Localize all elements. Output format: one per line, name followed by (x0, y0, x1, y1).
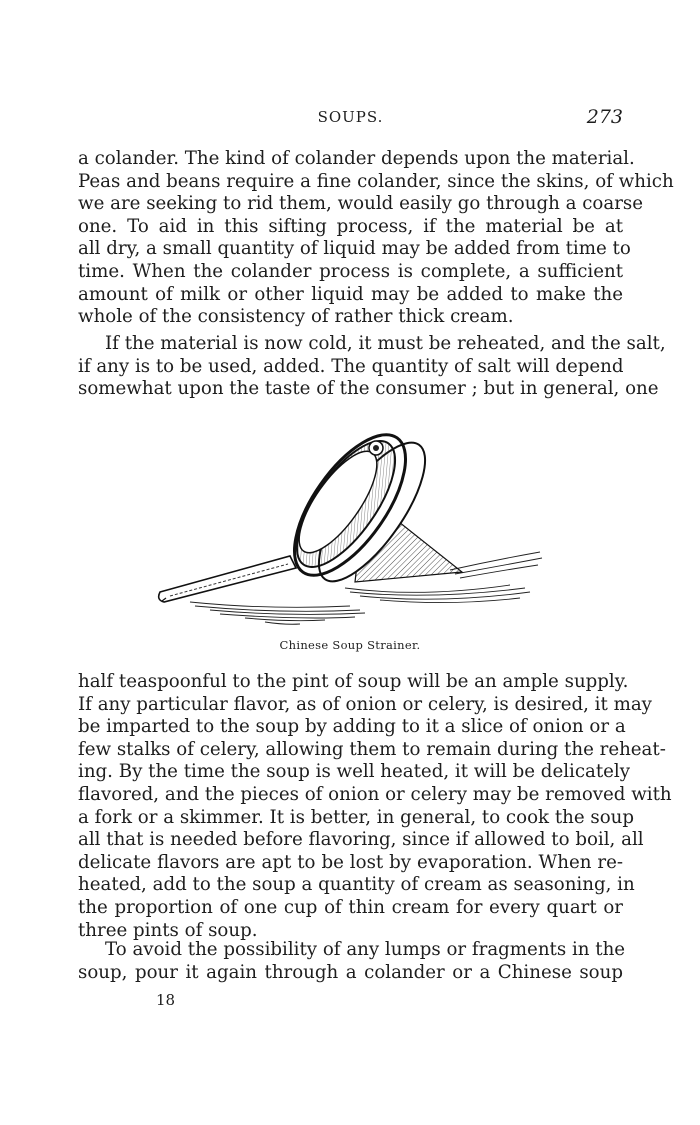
text-line: the proportion of one cup of thin cream for every quart or (78, 896, 623, 918)
text-line: ing. By the time the soup is well heated, it will be delicately (78, 761, 631, 783)
text-line: three pints of soup. (78, 919, 258, 941)
text-line: all that is needed before flavoring, since if allowed to boil, all (78, 829, 644, 851)
text-line: delicate flavors are apt to be lost by evaporation. When re- (78, 851, 623, 873)
text-line: amount of milk or other liquid may be added to make the (78, 283, 623, 305)
text-line: one. To aid in this sifting process, if the material be at (78, 215, 623, 237)
text-line: To avoid the possibility of any lumps or fragments in the (105, 939, 626, 960)
text-line: if any is to be used, added. The quantity of salt will depend (78, 355, 624, 377)
text-line: we are seeking to rid them, would easily go through a coarse (78, 193, 643, 215)
text-line: whole of the consistency of rather thick cream. (78, 306, 514, 328)
text-line: a fork or a skimmer. It is better, in general, to cook the soup (78, 806, 635, 828)
text-line: be imparted to the soup by adding to it a slice of onion or a (78, 716, 626, 738)
paragraph-flavoring (78, 671, 672, 942)
text-line: all dry, a small quantity of liquid may be added from time to (78, 238, 631, 260)
text-line: somewhat upon the taste of the consumer ; but in general, one (78, 378, 659, 400)
text-line: flavored, and the pieces of onion or celery may be removed with (78, 783, 672, 805)
text-line: half teaspoonful to the pint of soup will be an ample supply. (78, 671, 629, 692)
text-line: soup, pour it again through a colander or a Chinese soup (78, 961, 623, 983)
figure-caption: Chinese Soup Strainer. (279, 638, 421, 652)
text-line: Peas and beans require a fine colander, since the skins, of which (78, 170, 674, 192)
text-line: heated, add to the soup a quantity of cream as seasoning, in (78, 874, 635, 896)
page-number: 273 (586, 106, 623, 128)
running-head (78, 108, 623, 132)
paragraph-straining (78, 939, 626, 984)
text-line: If any particular flavor, as of onion or celery, is desired, it may (78, 693, 652, 715)
text-line: a colander. The kind of colander depends upon the material. (78, 148, 635, 169)
text-line: If the material is now cold, it must be reheated, and the salt, (105, 333, 666, 354)
running-title: SOUPS. (317, 108, 384, 126)
chinese-soup-strainer-illustration (150, 420, 550, 632)
text-line: few stalks of celery, allowing them to remain during the reheat- (78, 738, 666, 760)
signature-mark: 18 (156, 991, 176, 1009)
paragraph-reheating (78, 333, 666, 401)
strainer-handle (159, 556, 296, 602)
text-line: time. When the colander process is complete, a sufficient (78, 260, 623, 282)
paragraph-colander-process (78, 148, 674, 329)
